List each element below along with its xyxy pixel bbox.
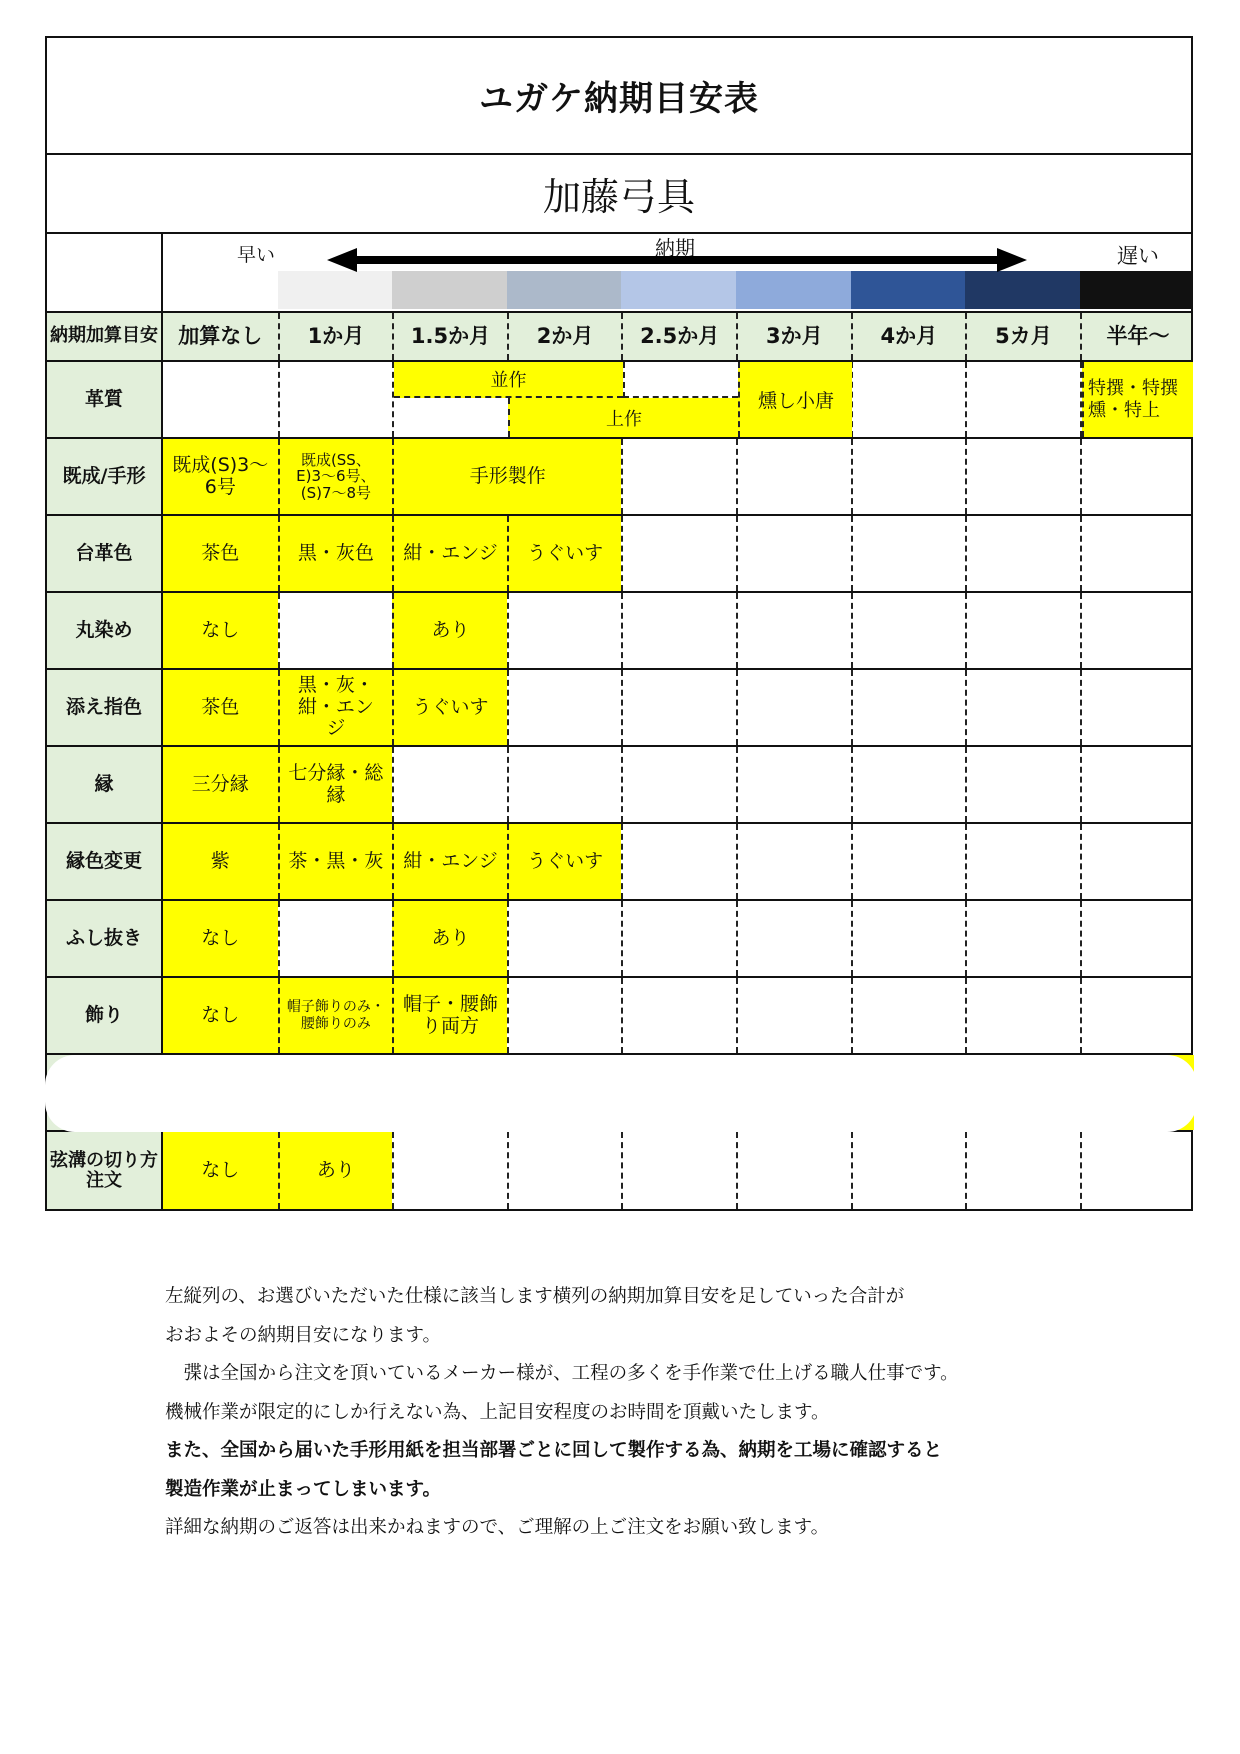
- scale-blank-cell: [47, 234, 163, 311]
- row-label: 丸染め: [47, 593, 163, 668]
- empty-cell: [851, 901, 966, 976]
- empty-cell: [736, 1132, 851, 1209]
- row-label: ふし抜き: [47, 901, 163, 976]
- option-cell: なし: [163, 901, 278, 976]
- option-cell: 帽子飾りのみ・腰飾りのみ: [278, 978, 393, 1053]
- tegata-cell: 手形製作: [392, 439, 621, 514]
- empty-cell: [621, 516, 736, 591]
- empty-cell: [1080, 439, 1195, 514]
- empty-cell: [278, 901, 393, 976]
- empty-cell: [965, 978, 1080, 1053]
- empty-cell: [507, 670, 622, 745]
- row-label: 既成/手形: [47, 439, 163, 514]
- col-header: 3か月: [736, 313, 851, 360]
- leather-tokusen-cell: 特撰・特撰燻・特上: [1082, 362, 1193, 437]
- table-row-fushinuki: [47, 901, 1191, 978]
- empty-cell: [736, 593, 851, 668]
- row-label: 添え指色: [47, 670, 163, 745]
- empty-cell: [621, 901, 736, 976]
- col-header: 半年〜: [1080, 313, 1195, 360]
- table-row-marozome: [47, 593, 1191, 670]
- option-cell: うぐいす: [392, 670, 507, 745]
- table-row-fuchi: [47, 747, 1191, 824]
- empty-cell: [1080, 901, 1195, 976]
- row-label: 台革色: [47, 516, 163, 591]
- option-cell: あり: [278, 1132, 393, 1209]
- row-label: 飾り: [47, 978, 163, 1053]
- note-line-bold: また、全国から届いた手形用紙を担当部署ごとに回して製作する為、納期を工場に確認すると: [165, 1440, 943, 1461]
- table-row-fuchi-color: [47, 824, 1191, 901]
- delivery-scale: [47, 234, 1191, 313]
- note-line: 機械作業が限定的にしか行えない為、上記目安程度のお時間を頂戴いたします。: [165, 1401, 830, 1423]
- delivery-axis-label: 納期: [655, 236, 695, 260]
- empty-cell: [736, 978, 851, 1053]
- empty-cell: [621, 747, 736, 822]
- empty-cell: [1080, 747, 1195, 822]
- option-cell: 茶色: [163, 516, 278, 591]
- empty-cell: [621, 593, 736, 668]
- row-label: 弦溝の切り方注文: [47, 1132, 163, 1209]
- row-label: 革質: [47, 362, 163, 437]
- double-arrow-icon: [327, 248, 1027, 272]
- page-title: ユガケ納期目安表: [47, 38, 1191, 155]
- note-line: 弽は全国から注文を頂いているメーカー様が、工程の多くを手作業で仕上げる職人仕事です。: [165, 1363, 959, 1384]
- empty-cell: [851, 670, 966, 745]
- maker-name: 加藤弓具: [47, 155, 1191, 234]
- empty-cell: [736, 439, 851, 514]
- empty-cell: [965, 670, 1080, 745]
- empty-cell: [278, 362, 393, 437]
- leather-nami-cell: 並作: [394, 362, 623, 398]
- option-cell: 三分縁: [163, 747, 278, 822]
- kisei-cell: 既成(SS、E)3〜6号、(S)7〜8号: [278, 439, 393, 514]
- empty-cell: [1080, 1132, 1195, 1209]
- option-cell: うぐいす: [507, 516, 622, 591]
- option-cell: なし: [163, 1132, 278, 1209]
- table-row-leather: [47, 362, 1191, 439]
- empty-cell: [163, 362, 278, 437]
- kisei-cell: 既成(S)3〜6号: [163, 439, 278, 514]
- empty-cell: [851, 747, 966, 822]
- leather-ibushi-cell: 燻し小唐: [738, 362, 852, 437]
- empty-cell: [736, 516, 851, 591]
- table-row-redacted: [47, 1055, 1191, 1132]
- empty-cell: [851, 439, 966, 514]
- scale-swatch-4: [621, 271, 736, 309]
- empty-cell: [507, 747, 622, 822]
- late-label: 遅い: [1117, 244, 1159, 268]
- scale-swatch-3: [507, 271, 622, 309]
- option-cell: 茶色: [163, 670, 278, 745]
- col-header: 4か月: [851, 313, 966, 360]
- col-header: 1か月: [278, 313, 393, 360]
- option-cell: 紫: [163, 824, 278, 899]
- option-cell: 茶・黒・灰: [278, 824, 393, 899]
- empty-cell: [851, 516, 966, 591]
- empty-cell: [621, 1132, 736, 1209]
- empty-cell: [392, 1132, 507, 1209]
- table-row-soe-color: [47, 670, 1191, 747]
- delivery-estimate-sheet: [45, 36, 1193, 1211]
- empty-cell: [1080, 824, 1195, 899]
- option-cell: 紺・エンジ: [392, 824, 507, 899]
- empty-cell: [965, 824, 1080, 899]
- empty-cell: [392, 747, 507, 822]
- empty-cell: [1080, 516, 1195, 591]
- explanatory-notes: [165, 1278, 959, 1548]
- note-line: 詳細な納期のご返答は出来かねますので、ご理解の上ご注文をお願い致します。: [165, 1517, 830, 1538]
- empty-cell: [965, 593, 1080, 668]
- col-header: 2.5か月: [621, 313, 736, 360]
- redaction-mask: [45, 1055, 1197, 1132]
- empty-cell: [507, 593, 622, 668]
- empty-cell: [621, 978, 736, 1053]
- empty-cell: [507, 1132, 622, 1209]
- scale-swatch-8: [1080, 271, 1193, 309]
- scale-swatch-6: [851, 271, 966, 309]
- empty-cell: [736, 670, 851, 745]
- early-label: 早い: [237, 244, 276, 266]
- scale-swatch-1: [278, 271, 393, 309]
- header-row-label: 納期加算目安: [47, 313, 163, 360]
- empty-cell: [736, 824, 851, 899]
- option-cell: あり: [392, 593, 507, 668]
- empty-cell: [851, 1132, 966, 1209]
- scale-swatch-2: [392, 271, 507, 309]
- empty-cell: [851, 593, 966, 668]
- empty-cell: [1080, 593, 1195, 668]
- estimate-table: [47, 234, 1191, 1209]
- option-cell: 紺・エンジ: [392, 516, 507, 591]
- note-line: おおよその納期目安になります。: [165, 1324, 442, 1346]
- empty-cell: [278, 593, 393, 668]
- empty-cell: [965, 439, 1080, 514]
- empty-cell: [965, 1132, 1080, 1209]
- option-cell: あり: [392, 901, 507, 976]
- empty-cell: [623, 362, 738, 398]
- empty-cell: [736, 747, 851, 822]
- option-cell: 帽子・腰飾り両方: [392, 978, 507, 1053]
- scale-swatch-7: [965, 271, 1080, 309]
- empty-cell: [1080, 978, 1195, 1053]
- empty-cell: [965, 516, 1080, 591]
- option-cell: 黒・灰・紺・エンジ: [278, 670, 393, 745]
- note-line-bold: 製造作業が止まってしまいます。: [165, 1478, 442, 1500]
- empty-cell: [851, 978, 966, 1053]
- option-cell: なし: [163, 593, 278, 668]
- header-row: [47, 313, 1191, 362]
- option-cell: なし: [163, 978, 278, 1053]
- empty-cell: [965, 362, 1080, 437]
- table-row-dai-color: [47, 516, 1191, 593]
- option-cell: 七分縁・総縁: [278, 747, 393, 822]
- option-cell: 黒・灰色: [278, 516, 393, 591]
- note-line: 左縦列の、お選びいただいた仕様に該当します横列の納期加算目安を足していった合計が: [165, 1286, 905, 1307]
- leather-jou-cell: 上作: [508, 398, 738, 437]
- table-row-kazari: [47, 978, 1191, 1055]
- row-label: 縁: [47, 747, 163, 822]
- empty-cell: [736, 901, 851, 976]
- col-header: 2か月: [507, 313, 622, 360]
- option-cell: うぐいす: [507, 824, 622, 899]
- col-header: 加算なし: [178, 324, 263, 349]
- scale-swatch-5: [736, 271, 851, 309]
- empty-cell: [965, 747, 1080, 822]
- empty-cell: [1080, 670, 1195, 745]
- empty-cell: [621, 670, 736, 745]
- row-label: 縁色変更: [47, 824, 163, 899]
- empty-cell: [851, 362, 966, 437]
- col-header: 5カ月: [965, 313, 1080, 360]
- table-row-kisei: [47, 439, 1191, 516]
- table-row-tsurumizo: [47, 1132, 1191, 1209]
- empty-cell: [621, 824, 736, 899]
- col-header: 1.5か月: [392, 313, 507, 360]
- empty-cell: [507, 978, 622, 1053]
- empty-cell: [851, 824, 966, 899]
- empty-cell: [507, 901, 622, 976]
- empty-cell: [965, 901, 1080, 976]
- empty-cell: [621, 439, 736, 514]
